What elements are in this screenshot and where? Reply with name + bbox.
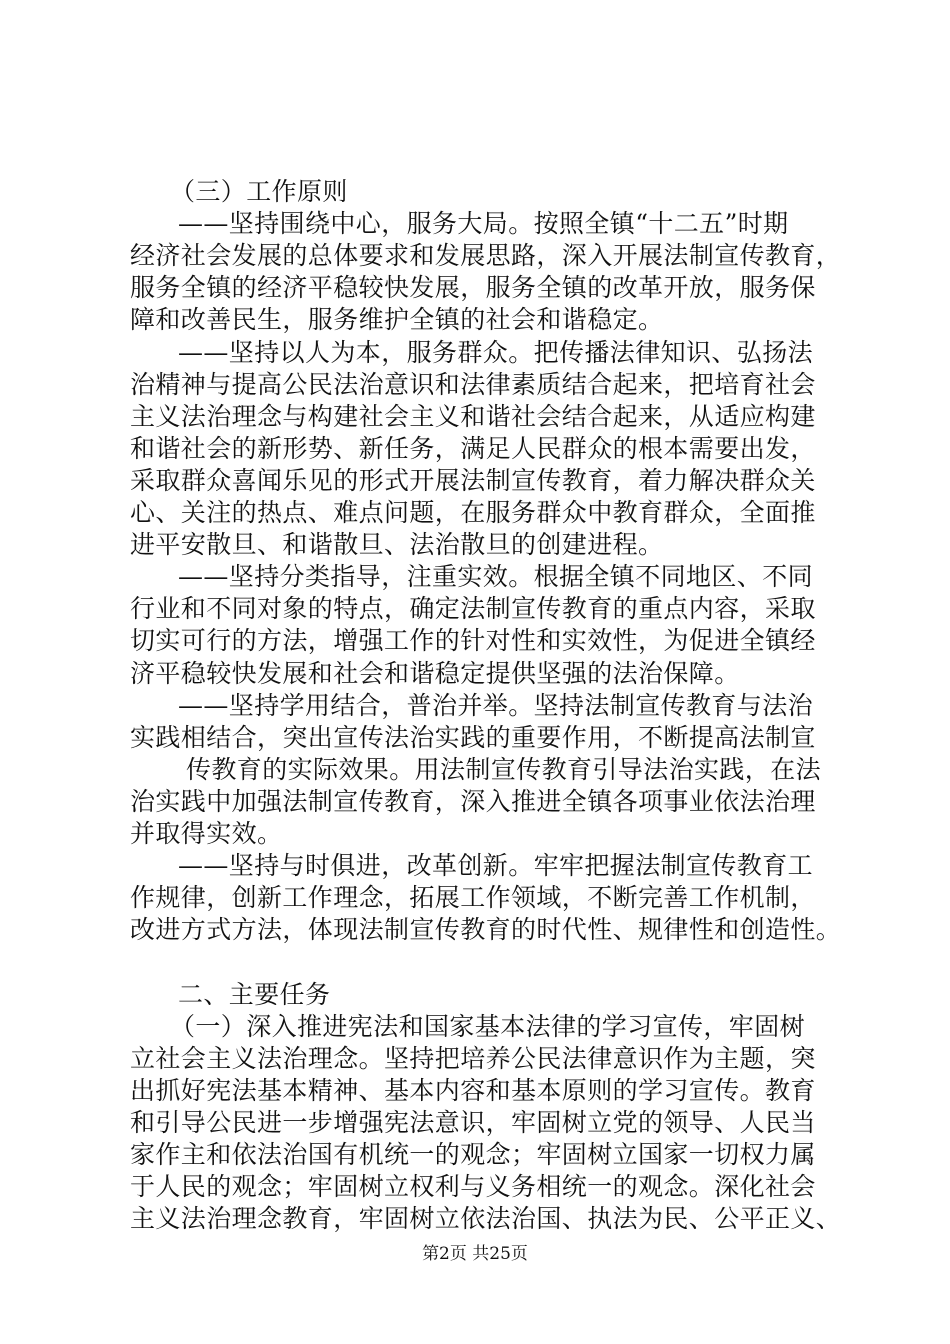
paragraph-line: 济平稳较快发展和社会和谐稳定提供坚强的法治保障。 xyxy=(130,659,740,688)
paragraph-line: 行业和不同对象的特点，确定法制宣传教育的重点内容，采取 xyxy=(130,594,816,623)
paragraph-line: 家作主和依法治国有机统一的观念；牢固树立国家一切权力属 xyxy=(130,1140,816,1169)
paragraph-line: 主义法治理念教育，牢固树立依法治国、执法为民、公平正义、 xyxy=(130,1204,842,1233)
paragraph-line: 采取群众喜闻乐见的形式开展法制宣传教育，着力解决群众关 xyxy=(130,466,816,495)
paragraph-line: 和谐社会的新形势、新任务，满足人民群众的根本需要出发， xyxy=(130,434,816,463)
paragraph-line: 治实践中加强法制宣传教育，深入推进全镇各项事业依法治理 xyxy=(130,787,816,816)
paragraph-line: 出抓好宪法基本精神、基本内容和基本原则的学习宣传。教育 xyxy=(130,1076,816,1105)
page-number-footer: 第2页 共25页 xyxy=(422,1244,528,1264)
paragraph-line: ——坚持以人为本，服务群众。把传播法律知识、弘扬法 xyxy=(178,338,814,367)
section-heading: 二、主要任务 xyxy=(178,980,331,1009)
paragraph-line: ——坚持分类指导，注重实效。根据全镇不同地区、不同 xyxy=(178,562,814,591)
paragraph-line: （一）深入推进宪法和国家基本法律的学习宣传，牢固树 xyxy=(170,1012,806,1041)
paragraph-line: ——坚持学用结合，普治并举。坚持法制宣传教育与法治 xyxy=(178,691,814,720)
paragraph-line: 服务全镇的经济平稳较快发展，服务全镇的改革开放，服务保 xyxy=(130,273,816,302)
paragraph-line: ——坚持与时俱进，改革创新。牢牢把握法制宣传教育工 xyxy=(178,851,814,880)
paragraph-line: 主义法治理念与构建社会主义和谐社会结合起来，从适应构建 xyxy=(130,402,816,431)
paragraph-line: 治精神与提高公民法治意识和法律素质结合起来，把培育社会 xyxy=(130,370,816,399)
paragraph-line: 经济社会发展的总体要求和发展思路，深入开展法制宣传教育， xyxy=(130,241,842,270)
paragraph-line: 改进方式方法，体现法制宣传教育的时代性、规律性和创造性。 xyxy=(130,915,842,944)
paragraph-line: 立社会主义法治理念。坚持把培养公民法律意识作为主题，突 xyxy=(130,1044,816,1073)
paragraph-line: 于人民的观念；牢固树立权利与义务相统一的观念。深化社会 xyxy=(130,1172,816,1201)
paragraph-line: 和引导公民进一步增强宪法意识，牢固树立党的领导、人民当 xyxy=(130,1108,816,1137)
paragraph-line: 切实可行的方法，增强工作的针对性和实效性，为促进全镇经 xyxy=(130,626,816,655)
paragraph-line: 作规律，创新工作理念，拓展工作领域，不断完善工作机制， xyxy=(130,883,816,912)
paragraph-line: 传教育的实际效果。用法制宣传教育引导法治实践，在法 xyxy=(186,755,822,784)
paragraph-line: 实践相结合，突出宣传法治实践的重要作用，不断提高法制宣 xyxy=(130,723,816,752)
section-heading: （三）工作原则 xyxy=(170,177,348,206)
paragraph-line: 进平安散旦、和谐散旦、法治散旦的创建进程。 xyxy=(130,530,664,559)
paragraph-line: 障和改善民生，服务维护全镇的社会和谐稳定。 xyxy=(130,305,664,334)
paragraph-line: 心、关注的热点、难点问题，在服务群众中教育群众，全面推 xyxy=(130,498,816,527)
paragraph-line: ——坚持围绕中心，服务大局。按照全镇“十二五”时期 xyxy=(178,209,789,238)
paragraph-line: 并取得实效。 xyxy=(130,819,283,848)
